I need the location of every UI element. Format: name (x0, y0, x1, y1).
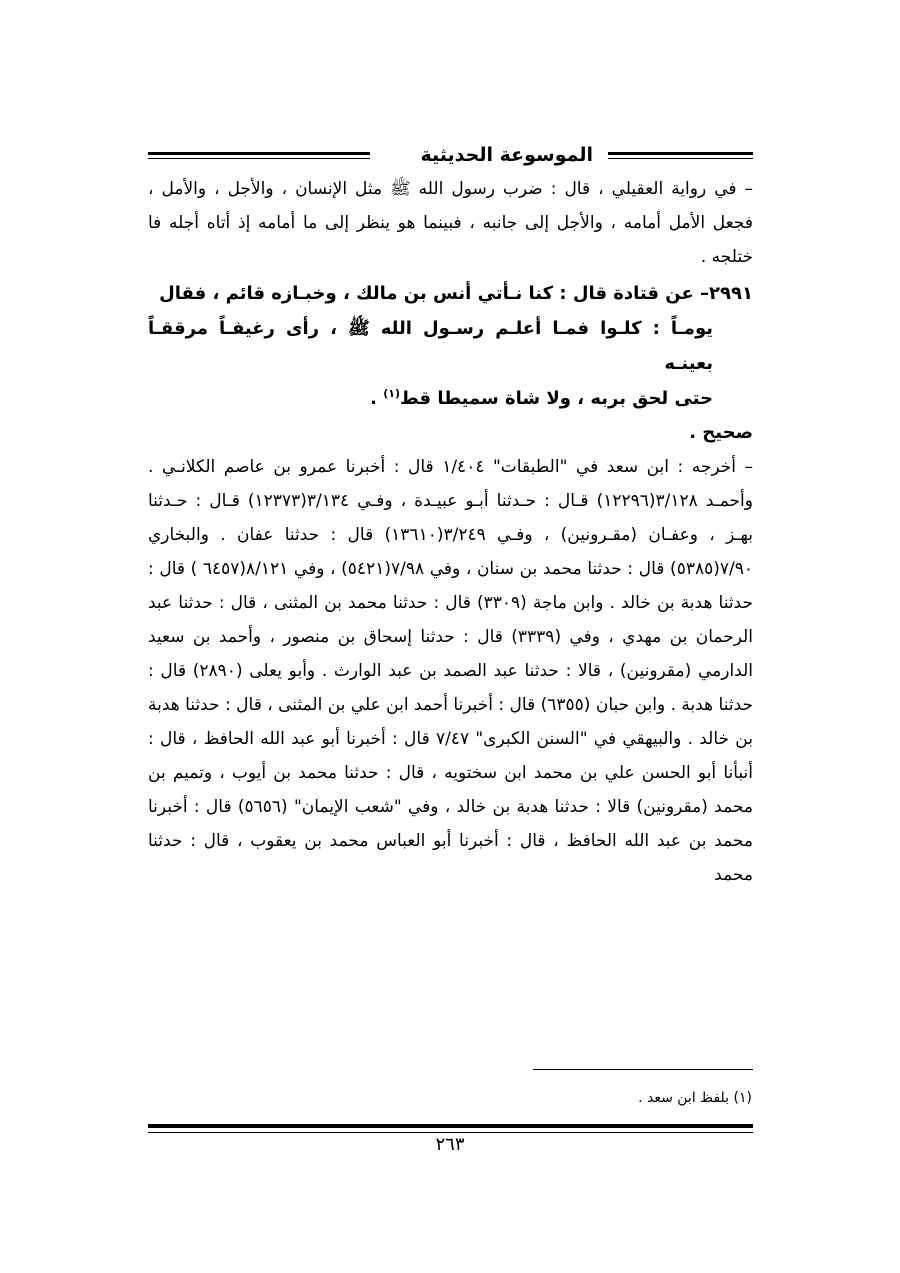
intro-paragraph: – في رواية العقيلي ، قال : ضرب رسول الله ﷺ مثل الإنسان ، والأجل ، والأمل ، فجعل الأمل أمامه ، والأجل إلى جانبه ، فبينما هو ينظر إلى ما أمامه إذ أتاه أجله فا ختلجه . (148, 179, 753, 267)
hadith-text (148, 276, 753, 416)
hadith-line-1: ٢٩٩١– عن قتادة قال : كنا نـأتي أنس بن مالك ، وخبـازه قائم ، فقال (159, 283, 753, 304)
hadith-end: . (370, 388, 384, 409)
header-rule-left (148, 152, 370, 159)
footnote-marker: (١) (383, 387, 401, 400)
main-text (148, 172, 753, 892)
bottom-rule (148, 1124, 753, 1133)
header-title: الموسوعة الحديثية (420, 144, 593, 166)
page-number: ٢٦٣ (435, 1134, 465, 1155)
hadith-line-3: حتى لحق بربه ، ولا شاة سميطا قط (400, 388, 713, 409)
hadith-line-3-wrap (148, 381, 753, 416)
footnote: (١) بلفظ ابن سعد . (638, 1090, 752, 1106)
hadith-grade: صحيح . (689, 422, 753, 443)
header-rule-right (608, 152, 753, 159)
running-header (148, 142, 753, 172)
hadith-line-2: يومـاً : كلـوا فمـا أعلـم رسـول الله ﷺ ، رأى رغيفـاً مرققـاً بعينـه (148, 318, 713, 374)
footnote-separator (533, 1069, 753, 1070)
takhrij-paragraph: – أخرجه : ابن سعد في "الطبقات" ١/٤٠٤ قال : أخبرنا عمرو بن عاصم الكلانـي . وأحمـد ٣/١٢٨(١٢٢٩٦) قـال : حـدثنا أبـو عبيـدة ، وفـي ٣/١٣٤(١٢٣٧٣) قـال : حـدثنا بهـز ، وعفـان (مقـرونين) ، وفـي ٣/٢٤٩(١٣٦١٠) قال : حدثنا عفان . والبخاري ٧/٩٠(٥٣٨٥) قال : حدثنا محمد بن سنان ، وفي ٧/٩٨(٥٤٢١) ، وفي ٨/١٢١(٦٤٥٧ ) قال : حدثنا هدبة بن خالد . وابن ماجة (٣٣٠٩) قال : حدثنا محمد بن المثنى ، قال : حدثنا عبد الرحمان بن مهدي ، وفي (٣٣٣٩) قال : حدثنا إسحاق بن منصور ، وأحمد بن سعيد الدارمي (مقرونين) ، قالا : حدثنا عبد الصمد بن عبد الوارث . وأبو يعلى (٢٨٩٠) قال : حدثنا هدبة . وابن حبان (٦٣٥٥) قال : أخبرنا أحمد ابن علي بن المثنى ، قال : حدثنا هدبة بن خالد . والبيهقي في "السنن الكبرى" ٧/٤٧ قال : أخبرنا أبو عبد الله الحافظ ، قال : أنبأنا أبو الحسن علي بن محمد ابن سختويه ، قال : حدثنا محمد بن أيوب ، وتميم بن محمد (مقرونين) قالا : حدثنا هدبة بن خالد ، وفي "شعب الإيمان" (٥٦٥٦) قال : أخبرنا محمد بن عبد الله الحافظ ، قال : أخبرنا أبو العباس محمد بن يعقوب ، قال : حدثنا محمد (148, 457, 754, 885)
